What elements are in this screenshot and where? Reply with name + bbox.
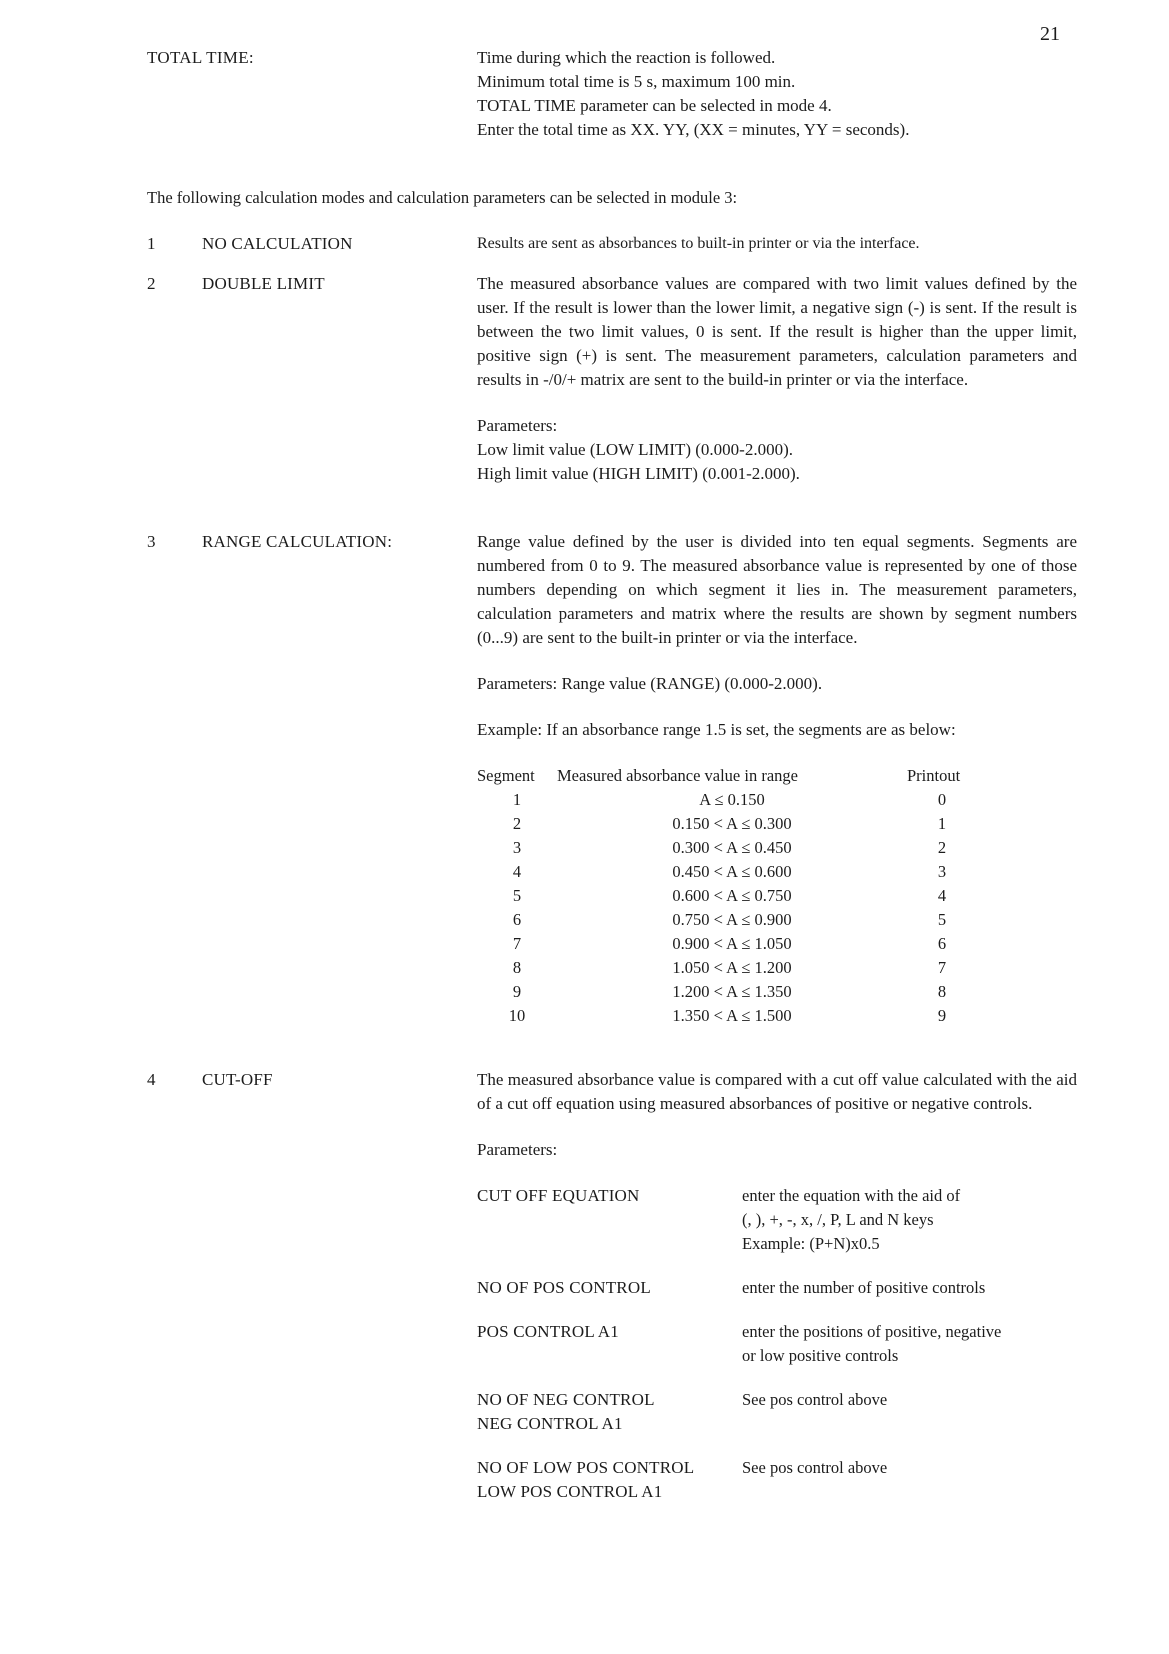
absorbance-range-cell: 0.600 < A ≤ 0.750 — [672, 886, 792, 905]
absorbance-range-cell: 0.300 < A ≤ 0.450 — [672, 838, 792, 857]
mode-heading: CUT-OFF — [202, 1070, 273, 1089]
parameter-line: Parameters: Range value (RANGE) (0.000-2.000). — [477, 674, 823, 693]
printout-cell: 5 — [937, 910, 947, 929]
page-number: 21 — [1040, 23, 1060, 45]
parameter-name — [477, 1320, 742, 1344]
parameter-description — [742, 1388, 1072, 1412]
mode-number: 1 — [147, 234, 156, 253]
absorbance-range-cell: 0.900 < A ≤ 1.050 — [672, 934, 792, 953]
absorbance-range-cell: 1.050 < A ≤ 1.200 — [672, 958, 792, 977]
printout-cell: 1 — [937, 814, 947, 833]
parameters-label: Parameters: — [477, 1140, 558, 1159]
table-header-row — [477, 764, 977, 788]
printout-cell: 0 — [937, 790, 947, 809]
parameter-row — [477, 1388, 1077, 1436]
parameter-description-line: or low positive controls — [742, 1346, 899, 1365]
parameter-description-line: enter the positions of positive, negative — [742, 1322, 1002, 1341]
absorbance-range-cell: 0.150 < A ≤ 0.300 — [672, 814, 792, 833]
segment-cell: 2 — [512, 814, 522, 833]
printout-cell: 8 — [937, 982, 947, 1001]
parameter-name-line: NO OF LOW POS CONTROL — [477, 1458, 695, 1477]
parameter-name — [477, 1456, 742, 1504]
parameter-name-line: POS CONTROL A1 — [477, 1322, 619, 1341]
parameter-description — [742, 1456, 1072, 1480]
parameter-row — [477, 1184, 1077, 1256]
table-row — [477, 860, 977, 884]
table-row — [477, 956, 977, 980]
total-time-label: TOTAL TIME: — [147, 48, 254, 67]
segment-cell: 5 — [512, 886, 522, 905]
total-time-description — [477, 46, 1077, 142]
parameter-name-line: LOW POS CONTROL A1 — [477, 1482, 663, 1501]
printout-cell: 3 — [937, 862, 947, 881]
parameter-description — [742, 1276, 1072, 1300]
segment-cell: 6 — [512, 910, 522, 929]
parameter-line: Low limit value (LOW LIMIT) (0.000-2.000). — [477, 440, 794, 459]
total-time-line: TOTAL TIME parameter can be selected in mode 4. — [477, 96, 832, 115]
description-paragraph: The measured absorbance values are compared with two limit values defined by the user. If the result is lower than the lower limit, a negative sign (-) is sent. If the result is between the two limit values, 0 is sent. If the result is higher than the upper limit, positive sign (+) is sent. The measurement parameters, calculation parameters and results in -/0/+ matrix are sent to the build-in printer or via the interface. — [477, 274, 1077, 389]
total-time-line: Minimum total time is 5 s, maximum 100 min. — [477, 72, 796, 91]
printout-cell: 2 — [937, 838, 947, 857]
total-time-line: Time during which the reaction is followed. — [477, 48, 776, 67]
parameter-name — [477, 1388, 742, 1436]
parameters-label: Parameters: — [477, 416, 558, 435]
segment-cell: 7 — [512, 934, 522, 953]
parameter-line: High limit value (HIGH LIMIT) (0.001-2.000). — [477, 464, 800, 483]
parameter-description-line: enter the equation with the aid of — [742, 1186, 961, 1205]
column-header: Segment — [477, 766, 535, 785]
parameter-name-line: NO OF POS CONTROL — [477, 1278, 651, 1297]
table-row — [477, 836, 977, 860]
mode-number: 4 — [147, 1070, 156, 1089]
segment-cell: 1 — [512, 790, 522, 809]
parameter-name-line: NEG CONTROL A1 — [477, 1414, 623, 1433]
absorbance-range-cell: 0.450 < A ≤ 0.600 — [672, 862, 792, 881]
mode-number: 2 — [147, 274, 156, 293]
mode-description — [477, 272, 1077, 486]
table-row — [477, 812, 977, 836]
range-segment-table — [477, 764, 977, 1028]
mode-description — [477, 1068, 1077, 1524]
parameter-row — [477, 1320, 1077, 1368]
absorbance-range-cell: 0.750 < A ≤ 0.900 — [672, 910, 792, 929]
parameter-name-line: CUT OFF EQUATION — [477, 1186, 640, 1205]
table-row — [477, 884, 977, 908]
parameter-description — [742, 1184, 1072, 1256]
parameter-name — [477, 1276, 742, 1300]
printout-cell: 9 — [937, 1006, 947, 1025]
parameter-description-line: See pos control above — [742, 1458, 888, 1477]
parameter-name — [477, 1184, 742, 1208]
parameter-row — [477, 1456, 1077, 1504]
description-paragraph: Range value defined by the user is divided into ten equal segments. Segments are numbered from 0 to 9. The measured absorbance value is represented by one of those numbers depending on which segment it lies in. The measurement parameters, calculation parameters and matrix where the results are shown by segment numbers (0...9) are sent to the built-in printer or via the interface. — [477, 532, 1077, 647]
parameter-description-line: See pos control above — [742, 1390, 888, 1409]
printout-cell: 6 — [937, 934, 947, 953]
mode-heading: DOUBLE LIMIT — [202, 274, 325, 293]
parameter-description-line: (, ), +, -, x, /, P, L and N keys — [742, 1210, 934, 1229]
example-line: Example: If an absorbance range 1.5 is set, the segments are as below: — [477, 720, 956, 739]
mode-description: Results are sent as absorbances to built-in printer or via the interface. — [477, 235, 920, 252]
table-row — [477, 1004, 977, 1028]
cut-off-parameter-list — [477, 1184, 1077, 1504]
absorbance-range-cell: A ≤ 0.150 — [699, 790, 765, 809]
column-header: Measured absorbance value in range — [557, 766, 798, 785]
parameter-description — [742, 1320, 1072, 1368]
intro-text: The following calculation modes and calculation parameters can be selected in module 3: — [147, 188, 738, 207]
parameter-name-line: NO OF NEG CONTROL — [477, 1390, 655, 1409]
segment-cell: 3 — [512, 838, 522, 857]
parameter-description-line: Example: (P+N)x0.5 — [742, 1234, 880, 1253]
printout-cell: 7 — [937, 958, 947, 977]
mode-description — [477, 530, 1077, 1028]
mode-heading: NO CALCULATION — [202, 234, 353, 253]
parameter-row — [477, 1276, 1077, 1300]
segment-cell: 8 — [512, 958, 522, 977]
mode-number: 3 — [147, 532, 156, 551]
segment-cell: 4 — [512, 862, 522, 881]
table-row — [477, 908, 977, 932]
absorbance-range-cell: 1.200 < A ≤ 1.350 — [672, 982, 792, 1001]
printout-cell: 4 — [937, 886, 947, 905]
absorbance-range-cell: 1.350 < A ≤ 1.500 — [672, 1006, 792, 1025]
mode-heading: RANGE CALCULATION: — [202, 532, 393, 551]
parameter-description-line: enter the number of positive controls — [742, 1278, 986, 1297]
segment-cell: 9 — [512, 982, 522, 1001]
table-row — [477, 932, 977, 956]
table-row — [477, 980, 977, 1004]
total-time-line: Enter the total time as XX. YY, (XX = minutes, YY = seconds). — [477, 120, 910, 139]
segment-cell: 10 — [508, 1006, 526, 1025]
description-paragraph: The measured absorbance value is compared with a cut off value calculated with the aid of a cut off equation using measured absorbances of positive or negative controls. — [477, 1070, 1077, 1113]
table-row — [477, 788, 977, 812]
column-header: Printout — [907, 766, 961, 785]
